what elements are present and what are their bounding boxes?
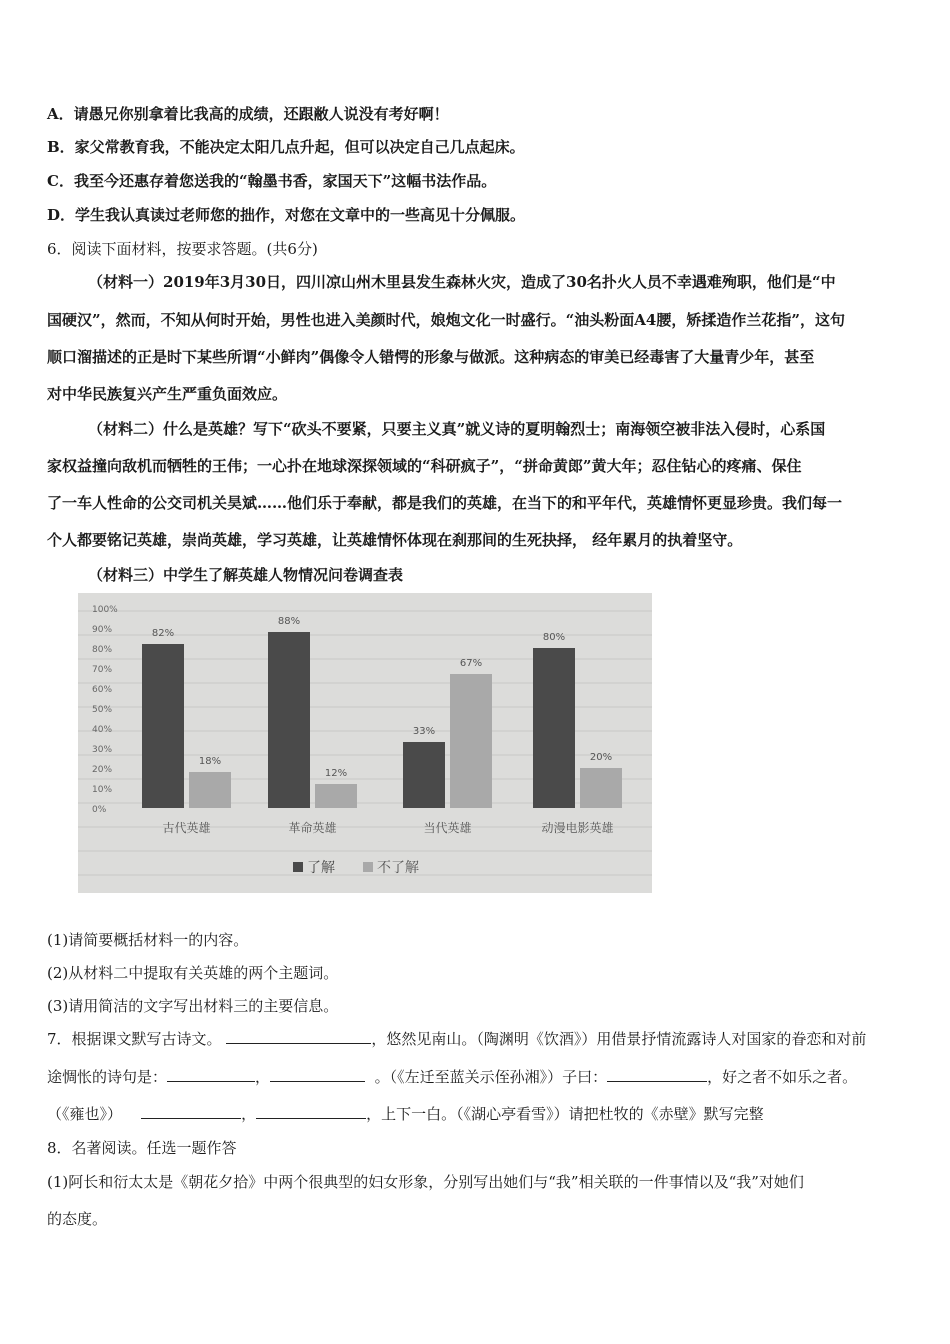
q8-stem: 8．名著阅读。任选一题作答 — [47, 1139, 237, 1157]
bar-unknown — [580, 768, 622, 808]
data-label: 67% — [459, 658, 483, 669]
data-label: 12% — [324, 768, 348, 779]
material1-line: 顺口溜描述的正是时下某些所谓“小鲜肉”偶像令人错愕的形象与做派。这种病态的审美已经毒害了大量青少年，甚至 — [47, 348, 815, 366]
option-c: C．我至今还惠存着您送我的“翰墨书香，家国天下”这幅书法作品。 — [47, 172, 497, 190]
q7-text: 途惆怅的诗句是： — [47, 1068, 168, 1086]
bar-unknown — [315, 784, 357, 808]
q7-text: ，悠然见南山。（陶渊明《饮酒》）用借景抒情流露诗人对国家的眷恋和对前 — [371, 1030, 867, 1048]
answer-blank[interactable] — [256, 1104, 366, 1119]
q7-text: 。（《左迁至蓝关示侄孙湘》）子曰： — [374, 1068, 608, 1086]
bar-known — [533, 648, 575, 808]
material1-line: （材料一）2019年3月30日，四川凉山州木里县发生森林火灾，造成了30名扑火人员不幸遇难殉职，他们是“中 — [88, 273, 836, 291]
data-label: 88% — [277, 616, 301, 627]
option-d: D．学生我认真读过老师您的拙作，对您在文章中的一些高见十分佩服。 — [47, 206, 526, 224]
q6-stem: 6．阅读下面材料，按要求答题。(共6分) — [47, 240, 318, 258]
q6-sub2: (2)从材料二中提取有关英雄的两个主题词。 — [47, 964, 339, 982]
legend-swatch-unknown — [363, 862, 373, 872]
data-label: 33% — [412, 726, 436, 737]
y-tick-label: 100% — [92, 605, 118, 615]
bar-unknown — [450, 674, 492, 808]
data-label: 18% — [198, 756, 222, 767]
bar-known — [142, 644, 184, 808]
material2-line: 个人都要铭记英雄，崇尚英雄，学习英雄，让英雄情怀体现在刹那间的生死抉择， 经年累月的执着坚守。 — [47, 531, 743, 549]
q6-sub3: (3)请用简洁的文字写出材料三的主要信息。 — [47, 997, 339, 1015]
y-tick-label: 0% — [92, 805, 107, 815]
q7-line1 — [47, 1029, 866, 1049]
q7-text: ，好之者不如乐之者。 — [707, 1068, 858, 1086]
material2-line: 了一车人性命的公交司机关昊斌……他们乐于奉献，都是我们的英雄，在当下的和平年代，英雄情怀更显珍贵。我们每一 — [47, 494, 843, 512]
y-tick-label: 30% — [92, 745, 113, 755]
answer-blank[interactable] — [141, 1104, 241, 1119]
answer-blank[interactable] — [167, 1067, 255, 1082]
answer-blank[interactable] — [270, 1067, 365, 1082]
y-tick-label: 10% — [92, 785, 113, 795]
q7-text: ，上下一白。（《湖心亭看雪》）请把杜牧的《赤壁》默写完整 — [366, 1105, 764, 1123]
legend-label-known: 了解 — [307, 860, 335, 876]
material1-line: 对中华民族复兴产生严重负面效应。 — [47, 385, 288, 403]
category-label: 古代英雄 — [162, 821, 211, 835]
material1-line: 国硬汉”，然而，不知从何时开始，男性也进入美颜时代，娘炮文化一时盛行。“油头粉面A4腰，矫揉造作兰花指”，这句 — [47, 311, 845, 329]
answer-blank[interactable] — [226, 1029, 371, 1044]
survey-bar-chart — [78, 593, 652, 893]
q7-text: （《雍也》） — [47, 1105, 123, 1123]
category-label: 革命英雄 — [288, 821, 337, 835]
q7-text: ， — [255, 1068, 271, 1086]
bar-unknown — [189, 772, 231, 808]
answer-blank[interactable] — [607, 1067, 707, 1082]
legend-swatch-known — [293, 862, 303, 872]
survey-chart-svg — [78, 593, 652, 893]
option-a: A．请愚兄你别拿着比我高的成绩，还跟敝人说没有考好啊！ — [47, 105, 449, 123]
q8-line2: 的态度。 — [47, 1210, 108, 1228]
data-label: 82% — [151, 628, 175, 639]
material2-line: 家权益撞向敌机而牺牲的王伟；一心扑在地球深探领域的“科研疯子”，“拼命黄郎”黄大年；忍住钻心的疼痛、保住 — [47, 457, 802, 475]
y-tick-label: 60% — [92, 685, 113, 695]
y-tick-label: 90% — [92, 625, 113, 635]
q6-sub1: (1)请简要概括材料一的内容。 — [47, 931, 249, 949]
data-label: 80% — [542, 632, 566, 643]
bar-known — [403, 742, 445, 808]
option-b: B．家父常教育我，不能决定太阳几点升起，但可以决定自己几点起床。 — [47, 138, 525, 156]
q7-text: ， — [241, 1105, 257, 1123]
y-tick-label: 40% — [92, 725, 113, 735]
bar-known — [268, 632, 310, 808]
q8-line1: (1)阿长和衍太太是《朝花夕拾》中两个很典型的妇女形象，分别写出她们与“我”相关联的一件事情以及“我”对她们 — [47, 1173, 804, 1191]
q7-line2 — [47, 1067, 857, 1087]
y-tick-label: 80% — [92, 645, 113, 655]
y-tick-label: 50% — [92, 705, 113, 715]
y-tick-label: 70% — [92, 665, 113, 675]
category-label: 当代英雄 — [423, 821, 472, 835]
material2-line: （材料二）什么是英雄？写下“砍头不要紧，只要主义真”就义诗的夏明翰烈士；南海领空被非法入侵时，心系国 — [88, 420, 826, 438]
q7-line3 — [47, 1104, 764, 1124]
y-tick-label: 20% — [92, 765, 113, 775]
category-label: 动漫电影英雄 — [541, 821, 614, 835]
material3-title: （材料三）中学生了解英雄人物情况问卷调查表 — [88, 566, 404, 584]
data-label: 20% — [589, 752, 613, 763]
q7-text: 7．根据课文默写古诗文。 — [47, 1030, 222, 1048]
legend-label-unknown: 不了解 — [377, 860, 419, 876]
